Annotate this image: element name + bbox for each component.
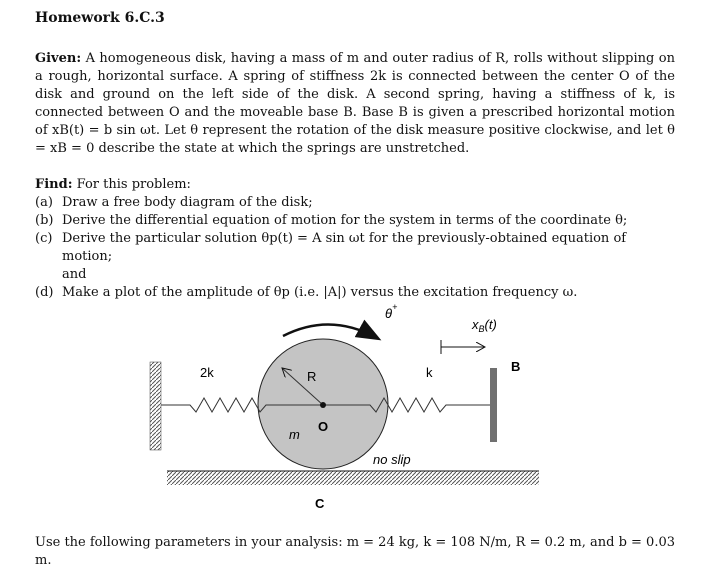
given-text: A homogeneous disk, having a mass of m and outer radius of R, rolls without slipping on a rough, horizontal surface. A spring of stiffness 2k is connected between the center O of the disk and ground on the left side of the disk. A second spring, having a stiffness of k, is connected between O and the moveable base B. Base B is given a prescribed horizontal motion of xB(t) = b sin ωt. Let θ represent the rotation of the disk measure positive clockwise, and let θ = xB = 0 describe the state at which the springs are unstretched. [35,51,676,156]
mass-label: m [289,427,300,442]
spring-right-label: k [426,365,433,380]
find-item-text: Derive the particular solution θp(t) = A sin ωt for the previously-obtained equation of motion; [62,231,627,264]
contact-label: C [315,496,325,511]
center-label: O [318,419,329,434]
find-item-continuation: and [62,267,87,282]
find-intro: For this problem: [76,177,191,192]
find-label: Find: [35,177,73,192]
find-marker: (a) [35,195,53,210]
rotation-arrow [283,324,377,338]
page-title: Homework 6.C.3 [35,10,165,26]
base-label: B [511,359,521,374]
find-item-text: Derive the differential equation of motion for the system in terms of the coordinate θ; [62,213,628,228]
radius-label: R [307,369,317,384]
noslip-label: no slip [373,452,411,467]
parameters-paragraph: Use the following parameters in your analysis: m = 24 kg, k = 108 N/m, R = 0.2 m, and b = 0.03 m. [35,535,675,568]
ground-hatch [167,471,539,485]
xb-label: $x_B(t)$ [472,317,497,334]
find-item-text: Make a plot of the amplitude of θp (i.e. |A|) versus the excitation frequency ω. [62,285,578,300]
find-marker: (b) [35,213,54,228]
spring-left-label: 2k [200,365,214,380]
given-label: Given: [35,51,82,66]
find-marker: (c) [35,231,53,246]
theta-label: θ+ [385,302,398,321]
left-wall [150,362,161,450]
base-b [490,368,497,442]
center-point [320,402,326,408]
find-item-text: Draw a free body diagram of the disk; [62,195,313,210]
find-marker: (d) [35,285,54,300]
